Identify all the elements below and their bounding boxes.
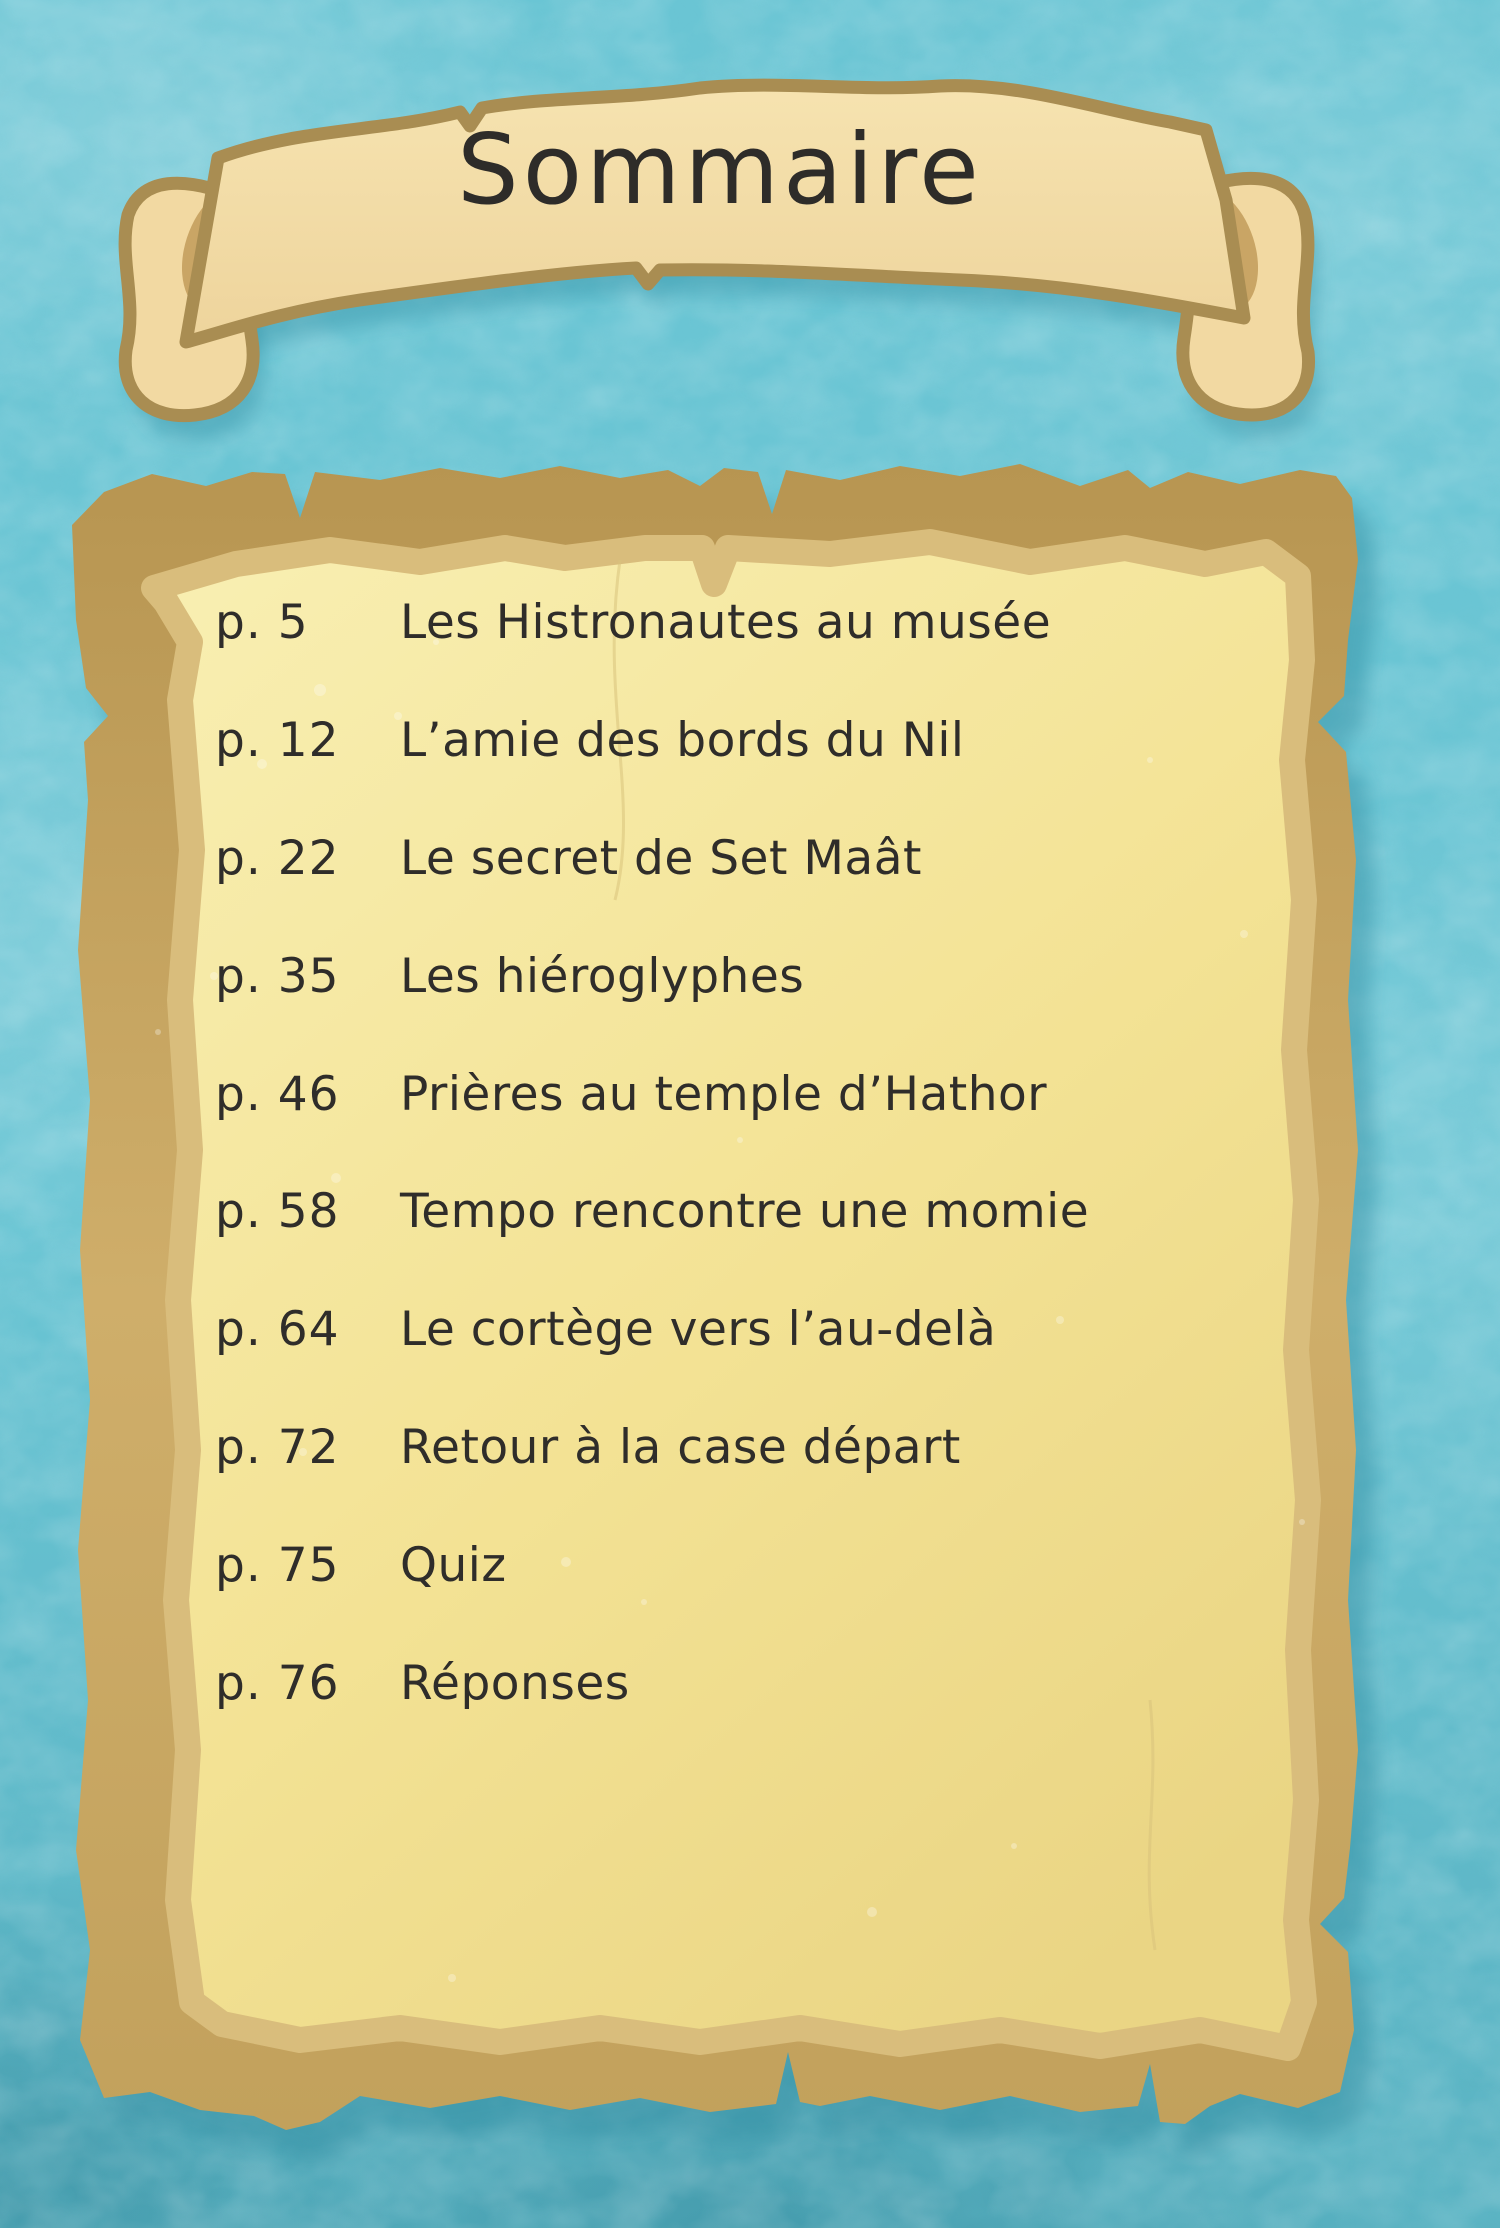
toc-page-number: p. 75 [215, 1537, 340, 1593]
toc-row [215, 1035, 1325, 1153]
page-title: Sommaire [457, 113, 983, 226]
toc-chapter-title: Prières au temple d’Hathor [400, 1066, 1048, 1122]
toc-row [215, 1153, 1325, 1271]
toc-page-number: p. 22 [215, 830, 340, 886]
toc-chapter-title: Le secret de Set Maât [400, 830, 922, 886]
toc-page-number: p. 5 [215, 595, 309, 651]
toc-row [215, 800, 1325, 918]
toc-row [215, 1624, 1325, 1742]
toc-chapter-title: Les hiéroglyphes [400, 948, 805, 1004]
toc-chapter-title: Retour à la case départ [400, 1419, 961, 1475]
toc-chapter-title: Quiz [400, 1537, 507, 1593]
toc-page-number: p. 35 [215, 948, 340, 1004]
toc-chapter-title: L’amie des bords du Nil [400, 713, 965, 769]
toc-page-number: p. 64 [215, 1302, 340, 1358]
table-of-contents [215, 564, 1325, 1742]
toc-chapter-title: Tempo rencontre une momie [400, 1184, 1090, 1240]
toc-page-number: p. 12 [215, 713, 340, 769]
toc-row [215, 1506, 1325, 1624]
toc-page-number: p. 76 [215, 1655, 340, 1711]
toc-row [215, 682, 1325, 800]
toc-chapter-title: Les Histronautes au musée [400, 595, 1052, 651]
toc-chapter-title: Le cortège vers l’au-delà [400, 1302, 997, 1358]
toc-row [215, 564, 1325, 682]
toc-row [215, 917, 1325, 1035]
toc-page-number: p. 72 [215, 1419, 340, 1475]
toc-chapter-title: Réponses [400, 1655, 630, 1711]
toc-row [215, 1271, 1325, 1389]
toc-row [215, 1389, 1325, 1507]
toc-page-number: p. 58 [215, 1184, 340, 1240]
toc-page-number: p. 46 [215, 1066, 340, 1122]
